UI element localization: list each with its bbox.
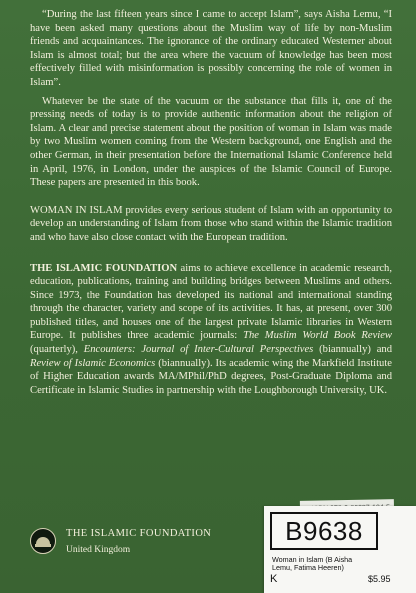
journal-title: Encounters: Journal of Inter-Cultural Perspectives [83,344,314,356]
publisher-name: THE ISLAMIC FOUNDATION [66,528,212,539]
quote-paragraph: “During the last fifteen years since I came to accept Islam”, says Aisha Lemu, “I have been asked many questions about the Muslim way of life by non-Muslim friends and acquaintances. The ignorance of the ordinary educated Westerner about Islam is almost total; but the area where the vacuum of knowledge has been most effectively filled with misinformation is possibly concerning the role of women in Islam”. [30,9,392,88]
sticker-title-line: Lemu, Fatima Heeren) [272,563,344,572]
cover-text [30,8,392,397]
context-paragraph: Whatever be the state of the vacuum or the substance that fills it, one of the pressing needs of today is to provide authentic information about the religion of Islam. A clear and precise statement about the position of woman in Islam was made by two Muslim women coming from the Western background, one English and the other German, in their presentation before the International Islamic Conference held in April, 1976, in London, under the auspices of the Islamic Council of Europe. These papers are presented in this book. [30,95,392,189]
publisher-footer [30,522,280,582]
publisher-country: United Kingdom [66,545,131,555]
journal-title: Review of Islamic Economics [30,357,156,369]
price-sticker [264,506,416,593]
sticker-price: $5.95 [368,574,391,584]
foundation-name: THE ISLAMIC FOUNDATION [30,262,178,274]
islamic-foundation-logo-icon [30,528,56,554]
journal-title: The Muslim World Book Review [243,330,392,342]
sticker-title-line: Woman in Islam (B Aisha [272,555,353,564]
sticker-letter: K [270,573,278,585]
inventory-code: B9638 [270,512,378,550]
book-summary-paragraph: WOMAN IN ISLAM provides every serious student of Islam with an opportunity to develop an understanding of Islam from those who stand within the Islamic tradition and who have also close contact with the European tradition. [30,204,392,243]
foundation-paragraph: THE ISLAMIC FOUNDATION aims to achieve excellence in academic research, education, publications, training and building bridges between Muslims and others. Since 1973, the Foundation has developed its national and international standing through the character, variety and scope of its activities. It has, at present, over 300 published titles, and houses one of the largest private Islamic libraries in Western Europe. It publishes three academic journals: The Muslim World Book Review (quarterly), Encounters: Journal of Inter-Cultural Perspectives (biannually) and Review of Islamic Economics (biannually). Its academic wing the Markfield Institute of Higher Education awards MA/MPhil/PhD degrees, Post-Graduate Diploma and Certificate in Islamic Studies in partnership with the Loughborough University, UK. [30,262,392,396]
